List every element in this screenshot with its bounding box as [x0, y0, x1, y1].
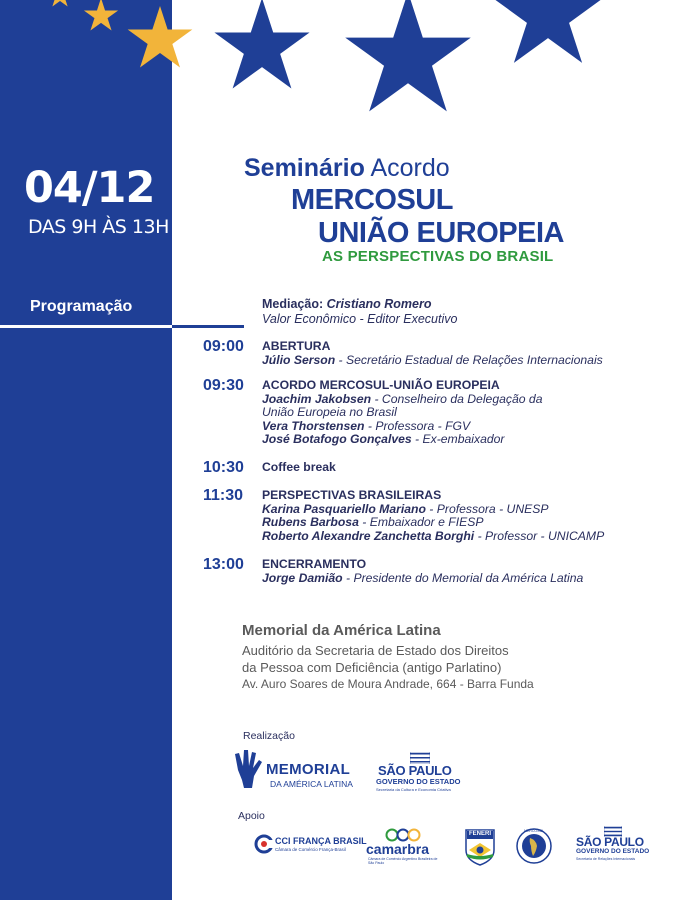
realization-label: Realização: [243, 730, 295, 742]
speaker-name: Vera Thorstensen: [262, 418, 365, 433]
schedule-time: 11:30: [203, 487, 244, 504]
venue-line-2: da Pessoa com Deficiência (antigo Parlatino): [242, 660, 502, 675]
feneri-name: FENERI: [468, 831, 491, 837]
memorial-hand-icon: [232, 748, 266, 788]
venue-address: Av. Auro Soares de Moura Andrade, 664 - Barra Funda: [242, 677, 534, 691]
schedule-time: 10:30: [203, 459, 244, 476]
title-word: Acordo: [370, 154, 450, 182]
speaker-name: Roberto Alexandre Zanchetta Borghi: [262, 528, 475, 543]
speaker-line: [262, 572, 642, 586]
title-line-1: [244, 154, 450, 183]
program-divider-white: [0, 325, 172, 328]
sp-government-logo: [376, 752, 466, 794]
speaker-name: Jorge Damião: [262, 570, 343, 585]
title-line-2: MERCOSUL: [291, 184, 453, 216]
sp-sub: GOVERNO DO ESTADO: [376, 777, 461, 786]
venue-line: [242, 642, 534, 676]
cci-logo: [254, 832, 367, 856]
speaker-name: Karina Pasquariello Mariano: [262, 501, 426, 516]
venue-block: [242, 622, 534, 693]
speaker-name: José Botafogo Gonçalves: [262, 432, 412, 447]
speaker-line: [262, 516, 642, 530]
memorial-sub: DA AMÉRICA LATINA: [270, 779, 353, 789]
speaker-line: [262, 530, 642, 544]
camarbra-sub: Câmara de Comércio Argentino Brasileira de São Paulo: [368, 857, 438, 865]
mediation-name: Cristiano Romero: [326, 297, 432, 311]
title-prefix: Seminário: [244, 154, 365, 182]
sp2-name: SÃO PAULO: [576, 835, 644, 849]
schedule-time: 09:30: [203, 377, 244, 394]
mediation-block: [262, 297, 457, 327]
support-label: Apoio: [238, 810, 265, 822]
speaker-name: Joachim Jakobsen: [262, 391, 372, 406]
mercosul-seal-text: MERCOSUL: [524, 829, 544, 833]
schedule-time: 13:00: [203, 556, 244, 573]
blue-star: [214, 0, 309, 88]
schedule-body: [262, 461, 642, 475]
speaker-role: - Professora - UNESP: [425, 501, 549, 516]
program-label: Programação: [30, 298, 133, 315]
speaker-line: [262, 354, 642, 368]
blue-star: [345, 0, 471, 111]
schedule-heading: ABERTURA: [262, 339, 331, 353]
schedule-time: 09:00: [203, 338, 244, 355]
subtitle: AS PERSPECTIVAS DO BRASIL: [322, 248, 554, 265]
schedule-heading: ACORDO MERCOSUL-UNIÃO EUROPEIA: [262, 378, 500, 392]
camarbra-rings-icon: [385, 828, 421, 842]
mercosul-seal-logo: [516, 826, 552, 866]
speaker-name: Rubens Barbosa: [262, 515, 359, 530]
mediation-label: Mediação:: [262, 297, 324, 311]
venue-name: Memorial da América Latina: [242, 622, 441, 639]
schedule-heading: PERSPECTIVAS BRASILEIRAS: [262, 488, 442, 502]
schedule-body: [262, 558, 642, 585]
schedule-body: [262, 379, 642, 447]
cci-name: CCI FRANÇA BRASIL: [275, 836, 367, 846]
venue-line-1: Auditório da Secretaria de Estado dos Direitos: [242, 643, 509, 658]
speaker-role: - Presidente do Memorial da América Latina: [342, 570, 584, 585]
speaker-role: - Professor - UNICAMP: [474, 528, 605, 543]
camarbra-name: camarbra: [366, 841, 430, 857]
schedule-body: [262, 340, 642, 367]
speaker-line: [262, 503, 642, 517]
yellow-star: [84, 0, 118, 31]
camarbra-logo: [366, 828, 441, 866]
speaker-line: [262, 433, 642, 447]
cci-emblem-icon: [254, 834, 274, 854]
speaker-role: - Conselheiro da Delegação da: [371, 391, 543, 406]
schedule-heading: Coffee break: [262, 460, 336, 474]
memorial-logo: [232, 748, 362, 794]
sp2-dept: Secretaria de Relações Internacionais: [576, 857, 636, 861]
sp-dept: Secretaria da Cultura e Economia Criativa: [376, 787, 451, 792]
sp-name: SÃO PAULO: [378, 763, 452, 778]
schedule-heading: ENCERRAMENTO: [262, 557, 367, 571]
schedule-body: [262, 489, 642, 543]
blue-star: [493, 0, 603, 63]
speaker-line: [262, 420, 642, 434]
speaker-line: [262, 393, 642, 407]
speaker-role: - Professora - FGV: [364, 418, 471, 433]
speaker-role: - Ex-embaixador: [411, 432, 505, 447]
event-date: 04/12: [24, 163, 155, 213]
yellow-star: [48, 0, 73, 7]
event-hours: DAS 9H ÀS 13H: [28, 216, 169, 238]
speaker-role: União Europeia no Brasil: [262, 405, 397, 420]
cci-sub: Câmara de Comércio França-Brasil: [275, 847, 346, 852]
memorial-name: MEMORIAL: [266, 761, 351, 778]
speaker-line: [262, 406, 642, 420]
speaker-name: Júlio Serson: [262, 352, 336, 367]
sp2-sub: GOVERNO DO ESTADO: [576, 848, 650, 855]
star-decoration: [0, 0, 685, 140]
mediation-role: Valor Econômico - Editor Executivo: [262, 312, 458, 326]
feneri-logo: [462, 828, 498, 866]
title-line-3: UNIÃO EUROPEIA: [318, 217, 564, 249]
speaker-role: - Secretário Estadual de Relações Internacionais: [335, 352, 603, 367]
sp-international-logo: [576, 826, 656, 862]
yellow-star: [128, 6, 193, 68]
speaker-role: - Embaixador e FIESP: [358, 515, 484, 530]
